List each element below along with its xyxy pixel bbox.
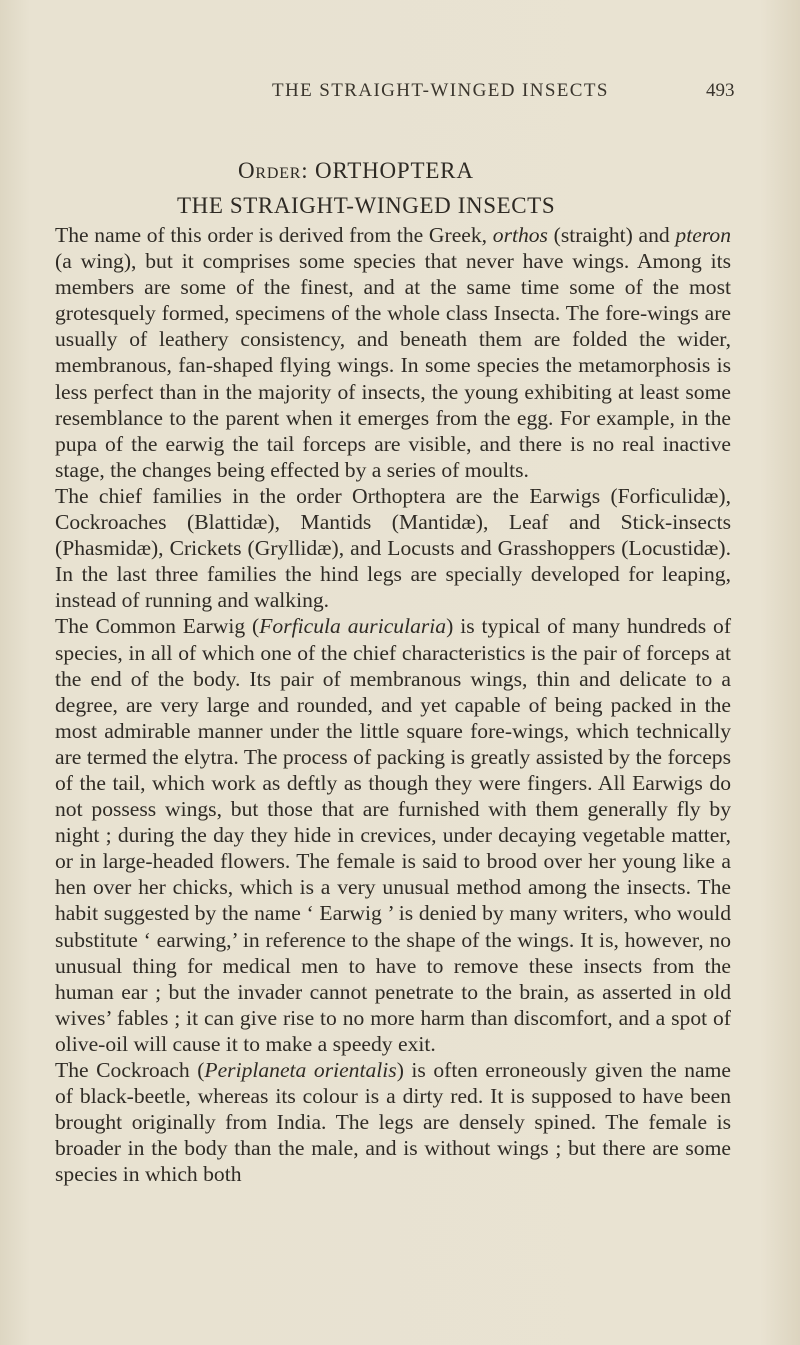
paragraph xyxy=(55,483,731,613)
text-run: The Cockroach ( xyxy=(55,1058,205,1082)
text-run: ) is typical of many hundreds of species, in all of which one of the chief characteristics is the pair of forceps at the end of the body. Its pair of membranous wings, thin and delicate to a degree, are very large and rounded, and yet capable of being packed in the most admirable manner under the little square fore-wings, which technically are termed the elytra. The process of packing is greatly assisted by the forceps of the tail, which work as deftly as though they were fingers. All Earwigs do not possess wings, but those that are furnished with them generally fly by night ; during the day they hide in crevices, under decaying vegetable matter, or in large-headed flowers. The female is said to brood over her young like a hen over her chicks, which is a very unusual method among the insects. The habit suggested by the name ‘ Earwig ’ is denied by many writers, who would substitute ‘ earwing,’ in reference to the shape of the wings. It is, however, no unusual thing for medical men to have to remove these insects from the human ear ; but the invader cannot penetrate to the brain, as asserted in old wives’ fables ; it can give rise to no more harm than discomfort, and a spot of olive-oil will cause it to make a speedy exit. xyxy=(55,614,732,1056)
paragraph xyxy=(55,222,731,483)
paragraph xyxy=(55,613,731,1057)
chapter-title: THE STRAIGHT-WINGED INSECTS xyxy=(177,193,556,218)
running-head: THE STRAIGHT-WINGED INSECTS xyxy=(272,80,609,101)
order-separator: : xyxy=(301,158,316,183)
text-run: (a wing), but it comprises some species that never have wings. Among its members are some of the finest, and at the same time some of the most grotesquely formed, specimens of the whole class Insecta. The fore-wings are usually of leathery consistency, and beneath them are folded the wider, membranous, fan-shaped flying wings. In some species the metamorphosis is less perfect than in the majority of insects, the young exhibiting at least some resemblance to the parent when it emerges from the egg. For example, in the pupa of the earwig the tail forceps are visible, and there is no real inactive stage, the changes being effected by a series of moults. xyxy=(55,249,731,482)
text-run: ) is often erroneously given the name of black-beetle, whereas its colour is a dirty red. It is supposed to have been brought originally from India. The legs are densely spined. The female is broader in the body than the male, and is without wings ; but there are some species in which both xyxy=(55,1058,731,1187)
paragraph xyxy=(55,1057,731,1187)
text-run: The chief families in the order Orthoptera are the Earwigs (Forficulidæ), Cockroaches (Blattidæ), Mantids (Mantidæ), Leaf and Stick-insects (Phasmidæ), Crickets (Gryllidæ), and Locusts and Grasshoppers (Locustidæ). In the last three families the hind legs are specially developed for leaping, instead of running and walking. xyxy=(55,483,731,613)
italic-term: orthos xyxy=(492,223,548,247)
text-run: The Common Earwig ( xyxy=(55,614,260,639)
body-text xyxy=(55,222,731,1187)
page-number: 493 xyxy=(706,80,735,101)
text-run: (straight) and xyxy=(547,223,676,247)
italic-term: Periplaneta orientalis xyxy=(204,1058,397,1082)
italic-term: pteron xyxy=(675,223,731,247)
order-heading xyxy=(238,158,474,184)
order-label: Order xyxy=(238,158,302,183)
order-name: ORTHOPTERA xyxy=(315,158,474,183)
text-run: The name of this order is derived from the Greek, xyxy=(55,223,493,247)
italic-term: Forficula auricularia xyxy=(259,614,447,639)
